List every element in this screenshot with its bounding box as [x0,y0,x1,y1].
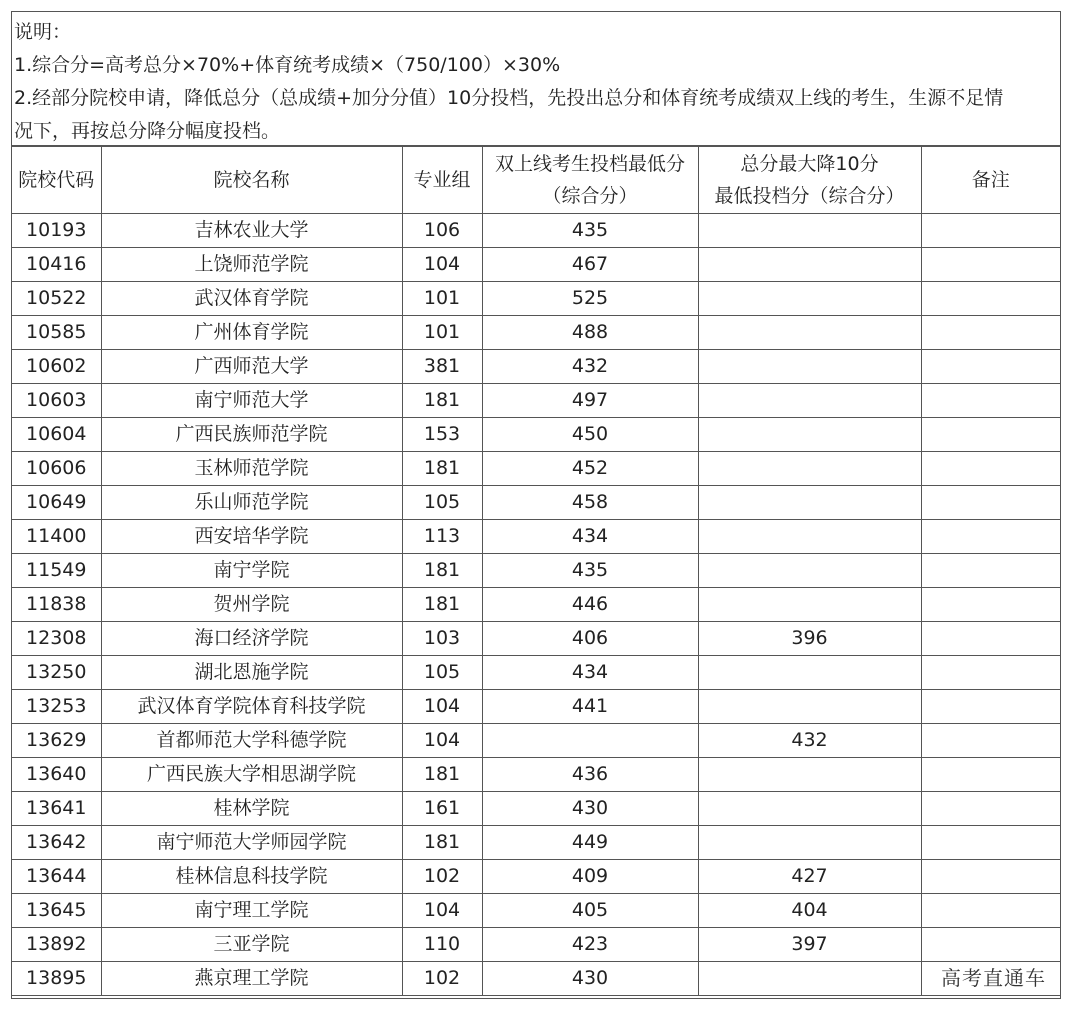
cell-double-line-score: 430 [482,792,698,826]
table-row [12,690,1060,724]
header-major-group: 专业组 [402,147,482,214]
cell-major-group: 102 [402,962,482,996]
cell-reduced-score: 397 [698,928,921,962]
cell-double-line-score: 525 [482,282,698,316]
cell-school-code: 13642 [12,826,101,860]
cell-school-name: 贺州学院 [101,588,402,622]
cell-major-group: 101 [402,316,482,350]
cell-school-name: 广西师范大学 [101,350,402,384]
cell-reduced-score [698,588,921,622]
table-row [12,452,1060,486]
cell-school-code: 10193 [12,214,101,248]
cell-reduced-score [698,792,921,826]
admission-score-document [11,11,1061,999]
cell-major-group: 105 [402,486,482,520]
cell-reduced-score [698,962,921,996]
cell-school-name: 乐山师范学院 [101,486,402,520]
cell-remark [921,656,1060,690]
table-row [12,792,1060,826]
cell-remark [921,486,1060,520]
table-row [12,214,1060,248]
cell-double-line-score [482,724,698,758]
header-reduced-min-score [698,147,921,214]
cell-remark [921,690,1060,724]
cell-school-name: 三亚学院 [101,928,402,962]
cell-school-name: 玉林师范学院 [101,452,402,486]
cell-reduced-score [698,656,921,690]
cell-major-group: 102 [402,860,482,894]
cell-school-name: 西安培华学院 [101,520,402,554]
table-row [12,656,1060,690]
cell-school-name: 海口经济学院 [101,622,402,656]
cell-school-name: 桂林信息科技学院 [101,860,402,894]
header-school-code: 院校代码 [12,147,101,214]
cell-reduced-score [698,248,921,282]
cell-major-group: 105 [402,656,482,690]
cell-double-line-score: 405 [482,894,698,928]
cell-remark [921,860,1060,894]
notes-line-3: 况下，再按总分降分幅度投档。 [14,120,281,142]
cell-reduced-score: 404 [698,894,921,928]
cell-remark [921,214,1060,248]
cell-school-name: 南宁师范大学师园学院 [101,826,402,860]
cell-double-line-score: 435 [482,214,698,248]
cell-reduced-score [698,384,921,418]
cell-remark [921,282,1060,316]
cell-remark [921,792,1060,826]
table-header-row [12,147,1060,214]
header-school-name: 院校名称 [101,147,402,214]
cell-school-code: 10649 [12,486,101,520]
cell-reduced-score [698,214,921,248]
cell-school-code: 13644 [12,860,101,894]
cell-reduced-score: 432 [698,724,921,758]
cell-school-code: 11838 [12,588,101,622]
cell-reduced-score [698,452,921,486]
cell-double-line-score: 423 [482,928,698,962]
cell-school-code: 13640 [12,758,101,792]
cell-major-group: 104 [402,690,482,724]
cell-double-line-score: 449 [482,826,698,860]
cell-remark [921,554,1060,588]
cell-major-group: 181 [402,758,482,792]
cell-school-code: 13895 [12,962,101,996]
cell-double-line-score: 409 [482,860,698,894]
table-row [12,554,1060,588]
admission-score-table [12,146,1060,996]
cell-school-code: 10416 [12,248,101,282]
cell-double-line-score: 436 [482,758,698,792]
header-double-line-title: 双上线考生投档最低分 [494,153,685,175]
cell-remark [921,724,1060,758]
cell-school-name: 南宁理工学院 [101,894,402,928]
cell-school-name: 吉林农业大学 [101,214,402,248]
header-double-line-subtitle: （综合分） [542,185,638,207]
cell-double-line-score: 435 [482,554,698,588]
cell-school-code: 13253 [12,690,101,724]
cell-school-name: 首都师范大学科德学院 [101,724,402,758]
cell-major-group: 101 [402,282,482,316]
cell-major-group: 181 [402,554,482,588]
cell-school-code: 11400 [12,520,101,554]
cell-double-line-score: 497 [482,384,698,418]
cell-double-line-score: 467 [482,248,698,282]
cell-double-line-score: 434 [482,656,698,690]
cell-double-line-score: 434 [482,520,698,554]
cell-school-code: 10602 [12,350,101,384]
cell-school-code: 10603 [12,384,101,418]
cell-remark [921,588,1060,622]
cell-major-group: 110 [402,928,482,962]
cell-school-name: 桂林学院 [101,792,402,826]
table-row [12,758,1060,792]
cell-remark [921,248,1060,282]
cell-school-code: 13629 [12,724,101,758]
notes-line-2: 2.经部分院校申请，降低总分（总成绩+加分分值）10分投档，先投出总分和体育统考成绩双上线的考生，生源不足情 [14,87,1004,109]
table-row [12,588,1060,622]
cell-school-name: 燕京理工学院 [101,962,402,996]
cell-remark [921,316,1060,350]
cell-major-group: 113 [402,520,482,554]
cell-school-name: 上饶师范学院 [101,248,402,282]
table-row [12,724,1060,758]
cell-school-code: 13641 [12,792,101,826]
cell-school-name: 广州体育学院 [101,316,402,350]
cell-major-group: 181 [402,452,482,486]
cell-reduced-score [698,316,921,350]
cell-double-line-score: 430 [482,962,698,996]
cell-major-group: 381 [402,350,482,384]
cell-reduced-score: 427 [698,860,921,894]
table-row [12,418,1060,452]
cell-reduced-score [698,282,921,316]
cell-remark [921,758,1060,792]
cell-double-line-score: 446 [482,588,698,622]
cell-school-name: 南宁师范大学 [101,384,402,418]
cell-reduced-score [698,758,921,792]
cell-reduced-score [698,350,921,384]
cell-remark [921,350,1060,384]
cell-reduced-score: 396 [698,622,921,656]
cell-school-name: 广西民族大学相思湖学院 [101,758,402,792]
cell-double-line-score: 452 [482,452,698,486]
header-reduced-subtitle: 最低投档分（综合分） [714,185,905,207]
cell-reduced-score [698,826,921,860]
cell-remark [921,894,1060,928]
cell-major-group: 103 [402,622,482,656]
cell-major-group: 153 [402,418,482,452]
header-double-line-min-score [482,147,698,214]
cell-reduced-score [698,554,921,588]
cell-major-group: 181 [402,588,482,622]
cell-double-line-score: 458 [482,486,698,520]
cell-remark [921,452,1060,486]
cell-double-line-score: 432 [482,350,698,384]
cell-remark [921,928,1060,962]
cell-reduced-score [698,486,921,520]
notes-section [12,12,1060,146]
cell-school-name: 武汉体育学院 [101,282,402,316]
header-reduced-title: 总分最大降10分 [740,153,879,175]
cell-major-group: 106 [402,214,482,248]
table-row [12,928,1060,962]
cell-major-group: 161 [402,792,482,826]
table-row [12,282,1060,316]
table-row [12,486,1060,520]
table-row [12,860,1060,894]
cell-reduced-score [698,690,921,724]
table-row [12,520,1060,554]
cell-school-code: 10604 [12,418,101,452]
cell-major-group: 181 [402,384,482,418]
header-remark: 备注 [921,147,1060,214]
table-row [12,350,1060,384]
cell-reduced-score [698,418,921,452]
cell-school-name: 武汉体育学院体育科技学院 [101,690,402,724]
table-body [12,214,1060,996]
cell-school-code: 10522 [12,282,101,316]
cell-reduced-score [698,520,921,554]
watermark: 高考直通车 [941,966,1046,990]
cell-double-line-score: 488 [482,316,698,350]
cell-remark [921,384,1060,418]
cell-school-name: 南宁学院 [101,554,402,588]
cell-major-group: 104 [402,894,482,928]
table-row [12,248,1060,282]
cell-school-code: 11549 [12,554,101,588]
notes-line-1: 1.综合分=高考总分×70%+体育统考成绩×（750/100）×30% [14,54,561,76]
cell-school-code: 13645 [12,894,101,928]
cell-school-code: 10585 [12,316,101,350]
cell-double-line-score: 406 [482,622,698,656]
cell-school-code: 13892 [12,928,101,962]
table-row [12,894,1060,928]
cell-school-code: 10606 [12,452,101,486]
cell-remark [921,826,1060,860]
cell-remark [921,622,1060,656]
cell-school-code: 13250 [12,656,101,690]
table-row [12,384,1060,418]
table-row [12,826,1060,860]
cell-double-line-score: 450 [482,418,698,452]
cell-school-code: 12308 [12,622,101,656]
table-row [12,962,1060,996]
cell-major-group: 181 [402,826,482,860]
cell-remark [921,520,1060,554]
notes-title: 说明： [14,21,72,43]
cell-major-group: 104 [402,724,482,758]
cell-school-name: 湖北恩施学院 [101,656,402,690]
cell-double-line-score: 441 [482,690,698,724]
cell-major-group: 104 [402,248,482,282]
table-row [12,622,1060,656]
cell-school-name: 广西民族师范学院 [101,418,402,452]
cell-remark [921,418,1060,452]
table-row [12,316,1060,350]
